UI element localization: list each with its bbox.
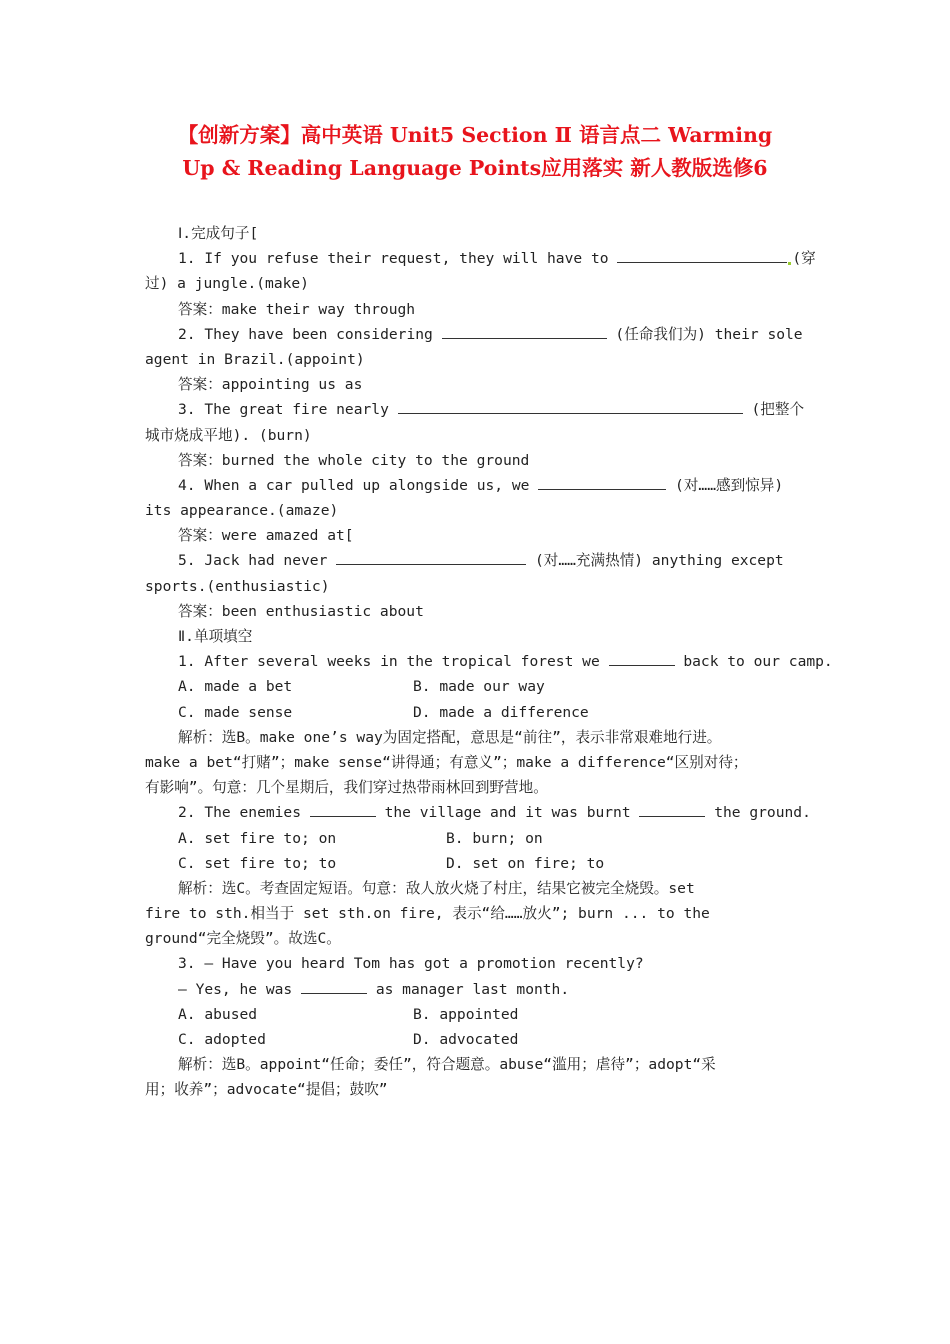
- answer-blank: [301, 978, 367, 994]
- p1-q2-line2: agent in Brazil.(appoint): [145, 350, 365, 368]
- document-title: [140, 119, 810, 185]
- part2-heading: Ⅱ.单项填空: [178, 628, 253, 645]
- p1-q4-answer: 答案：were amazed at[: [178, 527, 354, 545]
- p2-q3-stem-2: — Yes, he was as manager last month.: [145, 977, 810, 1002]
- p1-q5-answer: 答案：been enthusiastic about: [178, 602, 424, 620]
- p2-q3-explanation-2: 用；收养”；advocate“提倡；鼓吹”: [145, 1081, 388, 1099]
- p2-q1-explanation-3: 有影响”。句意：几个星期后，我们穿过热带雨林回到野营地。: [145, 779, 548, 797]
- p2-q2-stem: 2. The enemies the village and it was burnt the ground.: [145, 800, 810, 825]
- p2-q1-options-cd: C. made sense D. made a difference: [178, 703, 589, 721]
- p2-q1-stem: 1. After several weeks in the tropical forest we back to our camp.: [145, 649, 810, 674]
- answer-blank: [398, 398, 743, 414]
- p1-q1-line1: 1. If you refuse their request, they will have to (穿: [145, 246, 810, 271]
- p1-q3-answer: 答案：burned the whole city to the ground: [178, 451, 530, 469]
- p1-q3-line1: 3. The great fire nearly (把整个: [145, 397, 810, 422]
- document-body: [145, 221, 833, 1103]
- p2-q2-options-ab: A. set fire to; on B. burn; on: [178, 829, 543, 847]
- p1-q2-line1: 2. They have been considering (任命我们为) their sole: [145, 322, 810, 347]
- title-line-2: Up & Reading Language Points应用落实 新人教版选修6: [182, 156, 768, 180]
- p2-q2-explanation-3: ground“完全烧毁”。故选C。: [145, 930, 341, 948]
- p1-q4-line2: its appearance.(amaze): [145, 502, 339, 520]
- p1-q2-answer: 答案：appointing us as: [178, 376, 363, 394]
- answer-blank: [538, 474, 666, 490]
- p1-q3-line2: 城市烧成平地). (burn): [145, 426, 312, 444]
- p2-q3-explanation-1: 解析：选B。appoint“任命；委任”，符合题意。abuse“滥用；虐待”；adopt“采: [178, 1056, 716, 1074]
- p2-q3-options-ab: A. abused B. appointed: [178, 1005, 519, 1023]
- p2-q2-explanation-1: 解析：选C。考查固定短语。句意：敌人放火烧了村庄，结果它被完全烧毁。set: [178, 879, 695, 897]
- p2-q1-explanation-1: 解析：选B。make one’s way为固定搭配，意思是“前往”，表示非常艰难地行进。: [178, 728, 722, 746]
- part1-heading: Ⅰ.完成句子[: [178, 225, 259, 242]
- answer-blank: [310, 801, 376, 817]
- answer-blank: [336, 549, 526, 565]
- answer-blank: [442, 323, 607, 339]
- answer-blank: [639, 801, 705, 817]
- p2-q1-options-ab: A. made a bet B. made our way: [178, 678, 545, 696]
- p2-q2-explanation-2: fire to sth.相当于 set sth.on fire, 表示“给……放火”; burn ... to the: [145, 905, 710, 923]
- p1-q4-line1: 4. When a car pulled up alongside us, we (对……感到惊异): [145, 473, 810, 498]
- p1-q1-answer: 答案：make their way through: [178, 300, 416, 318]
- p2-q3-stem-1: 3. — Have you heard Tom has got a promotion recently?: [178, 955, 644, 973]
- p2-q1-explanation-2: make a bet“打赌”；make sense“讲得通；有意义”；make a difference“区别对待；: [145, 753, 748, 771]
- p1-q5-line2: sports.(enthusiastic): [145, 577, 330, 595]
- p2-q3-options-cd: C. adopted D. advocated: [178, 1031, 519, 1048]
- answer-blank: [617, 247, 787, 263]
- p1-q1-line2: 过) a jungle.(make): [145, 275, 309, 293]
- title-line-1: 【创新方案】高中英语 Unit5 Section Ⅱ 语言点二 Warming: [177, 123, 773, 147]
- p2-q2-options-cd: C. set fire to; to D. set on fire; to: [178, 854, 605, 872]
- marker-dot: [788, 262, 791, 265]
- answer-blank: [609, 650, 675, 666]
- p1-q5-line1: 5. Jack had never (对……充满热情) anything except: [145, 548, 810, 573]
